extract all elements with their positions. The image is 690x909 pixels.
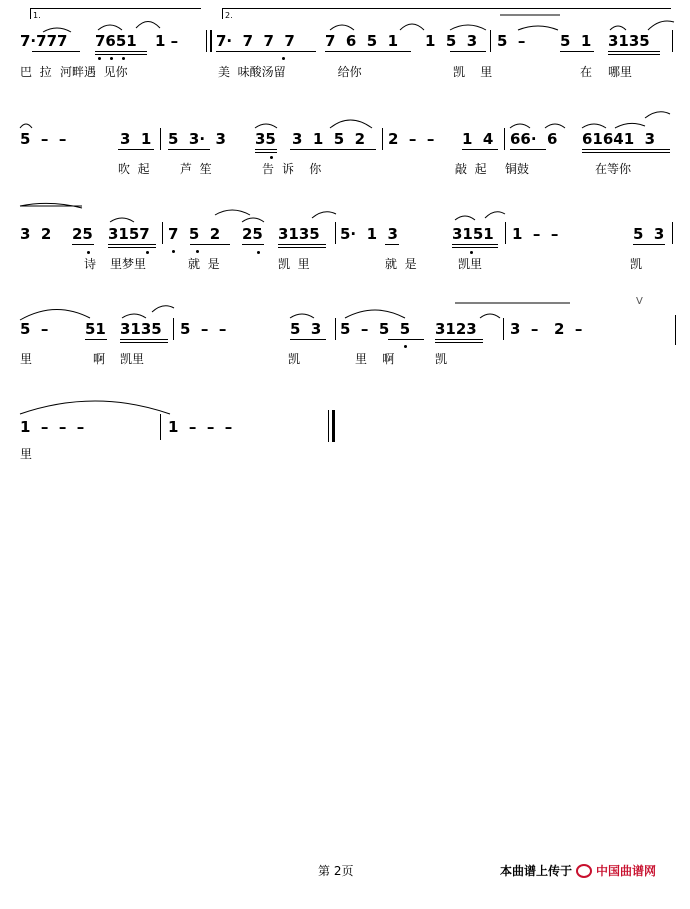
underline	[462, 149, 498, 150]
notes-l1-g6: 1 5 3	[425, 32, 478, 50]
notes-l1-g3: 1 –	[155, 32, 179, 50]
notes-l3-g2: 25	[72, 225, 93, 243]
repeat-end-barline-2	[210, 30, 212, 52]
barline	[382, 128, 383, 150]
slur	[136, 22, 160, 29]
underline	[452, 244, 498, 245]
notes-l4-g7: 3123	[435, 320, 477, 338]
notes-l1-g8: 5 1	[560, 32, 592, 50]
slur	[450, 25, 486, 30]
volta-2-label: 2.	[225, 11, 233, 20]
final-barline-thin	[328, 410, 329, 442]
slur	[110, 218, 134, 222]
underline	[608, 54, 660, 55]
slur	[615, 123, 645, 128]
page-number: 第 2页	[318, 864, 354, 878]
barline	[335, 318, 336, 340]
slur	[152, 306, 174, 312]
underline	[190, 244, 230, 245]
notes-l3-g6: 3135	[278, 225, 320, 243]
notes-l4-g8: 3 – 2 –	[510, 320, 583, 338]
notes-l5-g2: 1 – – –	[168, 418, 233, 436]
notes-l3-g10: 5 3	[633, 225, 665, 243]
underline	[633, 244, 665, 245]
notes-l2-g9: 61641 3	[582, 130, 656, 148]
underline	[560, 51, 594, 52]
lyric-l1-g4: 美 味酸汤留	[218, 65, 286, 79]
final-barline-thick	[332, 410, 335, 442]
slur	[545, 124, 565, 128]
breath-mark: V	[636, 296, 643, 307]
notes-l1-g5: 7 6 5 1	[325, 32, 399, 50]
site-logo-icon	[576, 864, 592, 878]
notes-l2-g7: 1 4	[462, 130, 494, 148]
octave-dot	[257, 251, 260, 254]
slur	[255, 124, 277, 128]
notes-l2-g3: 5 3· 3	[168, 130, 226, 148]
notes-l1-g2: 7651	[95, 32, 137, 50]
underline	[582, 149, 670, 150]
notes-l4-g2: 51	[85, 320, 106, 338]
slur	[290, 314, 314, 318]
slur	[20, 309, 90, 320]
slur	[455, 216, 475, 220]
lyric-l3-g10: 凯	[630, 257, 643, 271]
underline	[95, 51, 147, 52]
site-credit	[500, 862, 656, 879]
notes-l2-g5: 3 1 5 2	[292, 130, 366, 148]
lyric-l5-g1: 里	[20, 447, 33, 461]
site-name-link[interactable]: 中国曲谱网	[596, 864, 657, 878]
barline	[503, 318, 504, 340]
slur	[330, 120, 372, 128]
octave-dot	[87, 251, 90, 254]
underline	[385, 244, 399, 245]
lyric-l1-g8: 在	[580, 65, 593, 79]
underline	[325, 51, 411, 52]
barline	[160, 128, 161, 150]
octave-dot	[470, 251, 473, 254]
notes-l2-g1: 5 – –	[20, 130, 67, 148]
octave-dot	[172, 250, 175, 253]
notes-l3-g9: 1 – –	[512, 225, 559, 243]
underline	[290, 339, 326, 340]
underline	[582, 152, 670, 153]
octave-dot	[98, 57, 101, 60]
notes-l2-g4: 35	[255, 130, 276, 148]
notes-l5-g1: 1 – – –	[20, 418, 85, 436]
notes-l4-g5: 5 3	[290, 320, 322, 338]
lyric-l1-g9: 哪里	[608, 65, 633, 79]
lyric-l1-g2: 河畔遇 见你	[60, 65, 128, 79]
lyric-l4-g3: 凯里	[120, 352, 145, 366]
notes-l4-g1: 5 –	[20, 320, 49, 338]
volta-2-bracket	[222, 8, 671, 19]
notes-l1-g9: 3135	[608, 32, 650, 50]
octave-dot	[110, 57, 113, 60]
lyric-l1-g5: 给你	[330, 65, 362, 79]
barline	[490, 30, 491, 52]
notes-l3-g5: 25	[242, 225, 263, 243]
octave-dot	[282, 57, 285, 60]
slur	[330, 25, 354, 30]
underline	[118, 149, 154, 150]
underline	[290, 149, 376, 150]
barline	[675, 315, 676, 345]
slur	[122, 314, 146, 318]
lyric-l2-g4: 告	[262, 162, 275, 176]
lyric-l4-g1: 里	[20, 352, 33, 366]
slur	[648, 21, 674, 30]
slur	[582, 124, 606, 128]
barline	[162, 222, 163, 244]
octave-dot	[122, 57, 125, 60]
barline	[173, 318, 174, 340]
slur	[20, 203, 82, 208]
lyric-l1-g6: 凯 里	[453, 65, 493, 79]
notes-l3-g3: 3157	[108, 225, 150, 243]
notes-l1-g4: 7· 7 7 7	[216, 32, 295, 50]
underline	[120, 342, 168, 343]
slur	[480, 314, 500, 318]
slur	[485, 212, 505, 218]
slur	[20, 124, 32, 128]
lyric-l2-g5: 诉 你	[282, 162, 322, 176]
slur	[215, 210, 250, 215]
underline	[32, 51, 80, 52]
slur	[400, 24, 424, 30]
underline	[216, 51, 316, 52]
slur	[98, 25, 122, 30]
underline	[72, 244, 94, 245]
underline	[435, 342, 483, 343]
repeat-end-barline	[206, 30, 207, 52]
slur	[518, 26, 558, 30]
lyric-l4-g7: 凯	[435, 352, 448, 366]
slur	[610, 26, 626, 30]
octave-dot	[146, 251, 149, 254]
notes-l4-g4: 5 – –	[180, 320, 227, 338]
barline	[672, 222, 673, 244]
slur	[312, 212, 336, 218]
underline	[85, 339, 107, 340]
notes-l3-g7: 5· 1 3	[340, 225, 398, 243]
underline	[435, 339, 483, 340]
barline	[505, 222, 506, 244]
lyric-l3-g2: 诗	[84, 257, 97, 271]
lyric-l3-g6: 凯 里	[278, 257, 310, 271]
octave-dot	[270, 156, 273, 159]
underline	[510, 149, 546, 150]
lyric-l3-g4: 就 是	[188, 257, 220, 271]
underline	[452, 247, 498, 248]
notes-l3-g8: 3151	[452, 225, 494, 243]
volta-1-bracket	[30, 8, 201, 19]
notes-l1-g1: 7·777	[20, 32, 68, 50]
slur	[645, 112, 670, 118]
underline	[255, 152, 277, 153]
notes-l1-g7: 5 –	[497, 32, 526, 50]
lyric-l2-g9: 在等你	[595, 162, 632, 176]
lyric-l3-g8: 凯里	[458, 257, 483, 271]
slur	[345, 310, 405, 318]
notes-l2-g2: 3 1	[120, 130, 152, 148]
octave-dot	[404, 345, 407, 348]
underline	[388, 339, 424, 340]
underline	[168, 149, 210, 150]
barline	[672, 30, 673, 52]
underline	[108, 244, 156, 245]
octave-dot	[196, 250, 199, 253]
notes-l4-g6: 5 – 5 5	[340, 320, 411, 338]
notes-l2-g6: 2 – –	[388, 130, 435, 148]
lyric-l1-g1: 巴 拉	[20, 65, 52, 79]
volta-1-label: 1.	[33, 11, 41, 20]
barline	[504, 128, 505, 150]
underline	[242, 244, 264, 245]
lyric-l3-g3: 里梦里	[110, 257, 147, 271]
notes-l2-g8: 66· 6	[510, 130, 558, 148]
underline	[608, 51, 660, 52]
underline	[95, 54, 147, 55]
underline	[450, 51, 486, 52]
barline	[335, 222, 336, 244]
underline	[278, 247, 326, 248]
notes-l3-g4: 7 5 2	[168, 225, 221, 243]
upload-label: 本曲谱上传于	[500, 864, 573, 878]
lyric-l2-g2: 吹 起	[118, 162, 150, 176]
lyric-l4-g6: 里 啊	[355, 352, 395, 366]
notes-l3-g1: 3 2	[20, 225, 52, 243]
slur	[242, 218, 264, 222]
slur	[20, 401, 170, 414]
underline	[278, 244, 326, 245]
lyric-l2-g8: 铜鼓	[505, 162, 530, 176]
underline	[120, 339, 168, 340]
barline	[160, 414, 161, 440]
lyric-l4-g5: 凯	[288, 352, 301, 366]
underline	[255, 149, 277, 150]
notes-l4-g3: 3135	[120, 320, 162, 338]
lyric-l2-g3: 芦 笙	[180, 162, 212, 176]
underline	[108, 247, 156, 248]
slur	[510, 124, 530, 128]
lyric-l3-g7: 就 是	[385, 257, 417, 271]
lyric-l4-g2: 啊	[93, 352, 106, 366]
lyric-l2-g7: 敲 起	[455, 162, 487, 176]
